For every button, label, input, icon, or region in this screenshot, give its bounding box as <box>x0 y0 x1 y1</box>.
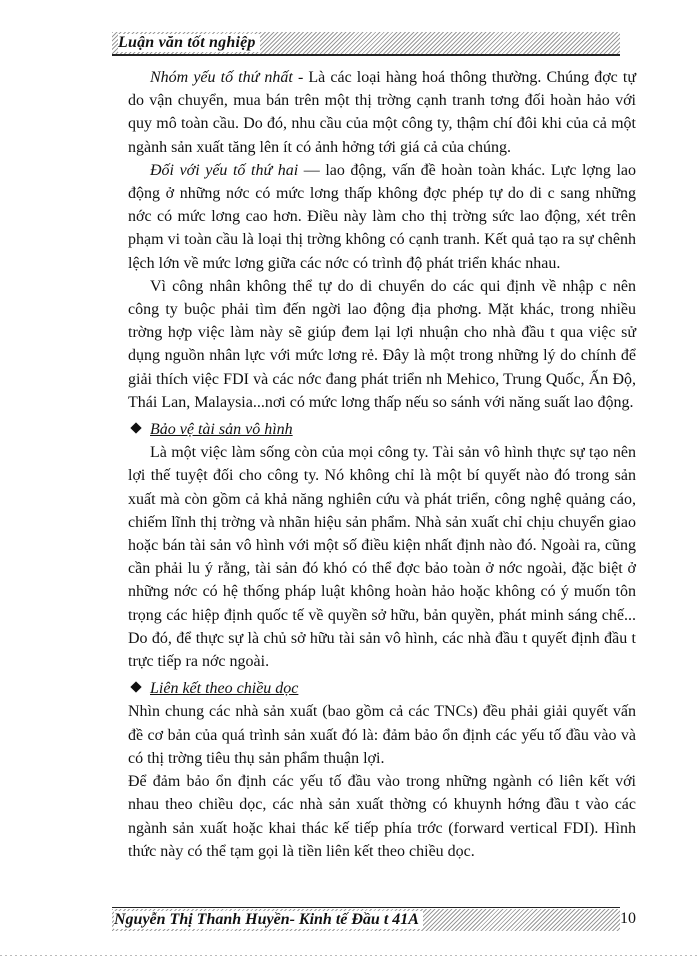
header-band <box>112 32 620 54</box>
footer-author: Nguyễn Thị Thanh Huyền- Kinh tế Đầu t 41A <box>114 911 423 929</box>
paragraph-2 <box>128 159 636 275</box>
page-bottom-divider <box>0 955 700 956</box>
paragraph-1 <box>128 66 636 159</box>
header-title: Luận văn tốt nghiệp <box>118 34 260 52</box>
section-heading-intangible-assets <box>128 418 636 441</box>
section-heading-vertical-integration <box>128 677 636 700</box>
diamond-bullet-icon <box>130 682 141 693</box>
page-number: 10 <box>620 910 636 927</box>
footer-rule <box>112 907 620 908</box>
paragraph-1-text: - Là các loại hàng hoá thông thường. Chúng đợc tự do vận chuyển, mua bán trên một thị trờng cạnh tranh tơng đối hoàn hảo với quy mô toàn cầu. Do đó, nhu cầu của một công ty, thậm chí đôi khi của cả một ngành sản xuất tăng lên ít có ảnh hởng tới giá cả của chúng. <box>128 69 636 156</box>
document-body <box>128 66 636 863</box>
paragraph-5: Nhìn chung các nhà sản xuất (bao gồm cả các TNCs) đều phải giải quyết vấn đề cơ bản của quá trình sản xuất đó là: đảm bảo ổn định các yếu tố đầu vào và có thị trờng tiêu thụ sản phẩm thuận lợi. <box>128 703 636 767</box>
paragraph-3: Vì công nhân không thể tự do di chuyển do các qui định về nhập c nên công ty buộc phải tìm đến ngời lao động địa phơng. Mặt khác, trong nhiều trờng hợp việc làm này sẽ giúp đem lại lợi nhuận cho nhà đầu t qua việc sử dụng nguồn nhân lực với mức lơng rẻ. Đây là một trong những lý do chính để giải thích việc FDI và các nớc đang phát triển nh Mehico, Trung Quốc, Ấn Độ, Thái Lan, Malaysia...nơi có mức lơng thấp nếu so sánh với năng suất lao động. <box>128 277 636 411</box>
header-rule <box>112 54 620 56</box>
heading-text: Liên kết theo chiều dọc <box>150 680 299 698</box>
heading-text: Bảo vệ tài sản vô hình <box>150 421 293 439</box>
paragraph-2-text: — lao động, vấn đề hoàn toàn khác. Lực lợng lao động ở những nớc có mức lơng thấp không đợc phép tự do di c sang những nớc có mức lơng cao hơn. Điều này làm cho thị trờng sức lao động, xét trên phạm vi toàn cầu là loại thị trờng không có cạnh tranh. Kết quả tạo ra sự chênh lệch lớn về mức lơng giữa các nớc có trình độ phát triển khác nhau. <box>128 161 636 272</box>
paragraph-6: Để đảm bảo ổn định các yếu tố đầu vào trong những ngành có liên kết với nhau theo chiều dọc, các nhà sản xuất thờng có khuynh hớng đầu t vào các ngành sản xuất hoặc khai thác kế tiếp phía trớc (forward vertical FDI). Hình thức này có thể tạm gọi là tiền liên kết theo chiều dọc. <box>128 773 636 860</box>
paragraph-1-lead: Nhóm yếu tố thứ nhất <box>150 69 293 86</box>
diamond-bullet-icon <box>130 422 141 433</box>
paragraph-4: Là một việc làm sống còn của mọi công ty. Tài sản vô hình thực sự tạo nên lợi thế tuyệt đối cho công ty. Nó không chỉ là một bí quyết nào đó trong sản xuất mà còn gồm cả khả năng nghiên cứu và phát triển, công nghệ quảng cáo, chiếm lĩnh thị trờng và nhãn hiệu sản phẩm. Nhà sản xuất chỉ chịu chuyển giao hoặc bán tài sản vô hình với một số điều kiện nhất định nào đó. Ngoài ra, cũng cần phải lu ý rằng, tài sản đó khó có thể đợc bảo toàn ở nớc ngoài, đặc biệt ở những nớc có hệ thống pháp luật không hoàn hảo hoặc không có ý muốn tôn trọng các hiệp định quốc tế về quyền sở hữu, bản quyền, phát minh sáng chế... Do đó, để thực sự là chủ sở hữu tài sản vô hình, các nhà đầu t quyết định đầu t trực tiếp ra nớc ngoài. <box>128 444 636 671</box>
paragraph-2-lead: Đối với yếu tố thứ hai <box>150 161 299 179</box>
